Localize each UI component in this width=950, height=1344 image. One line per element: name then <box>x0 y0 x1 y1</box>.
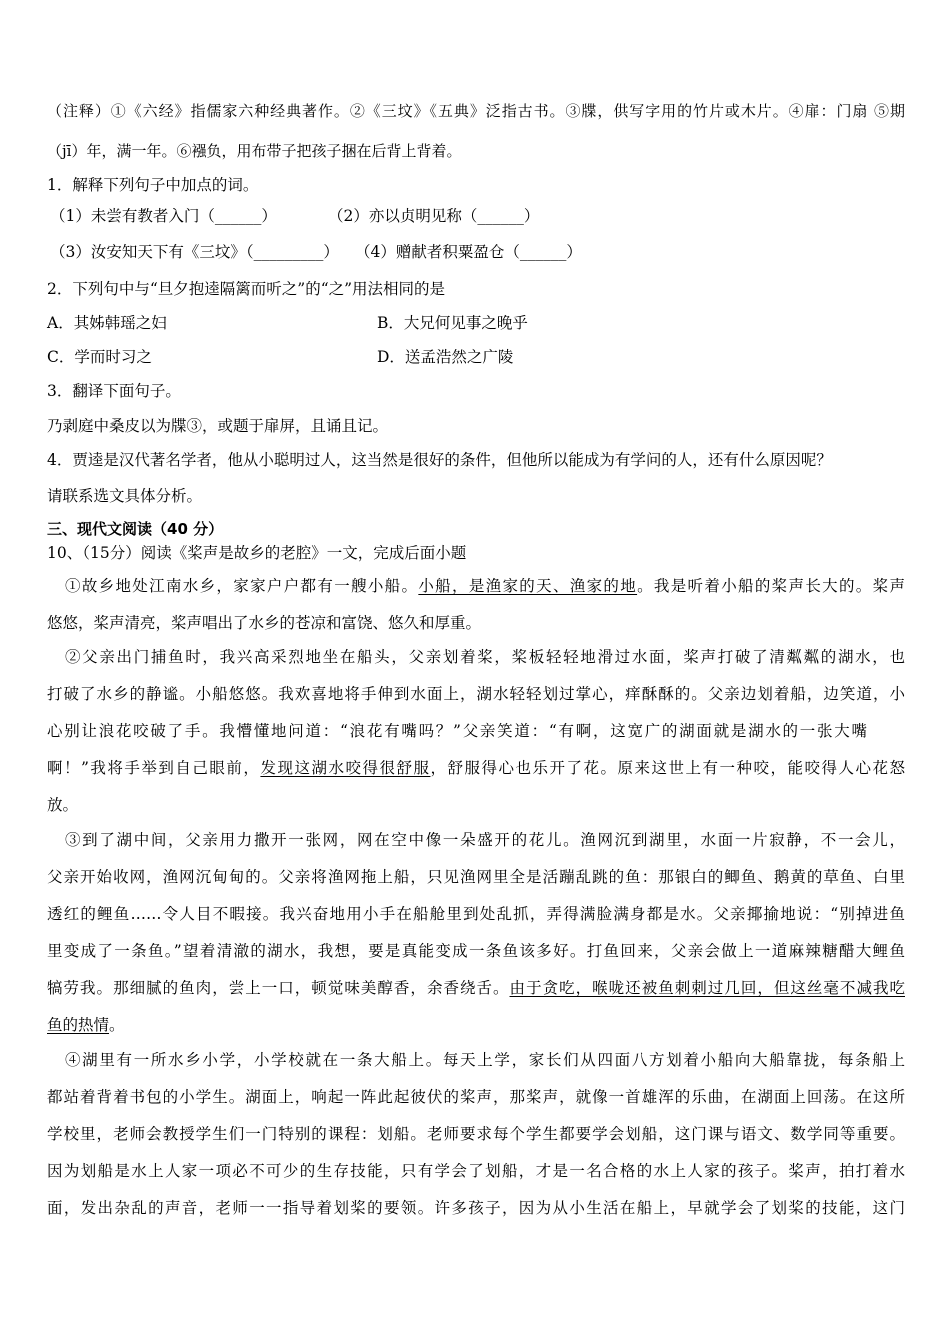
paragraph-2-line-5: 放。 <box>47 796 79 814</box>
paragraph-2-line-3: 心别让浪花咬破了手。我懵懂地问道：“浪花有嘴吗？”父亲笑道：“有啊，这宽广的湖面就是湖水的一张大嘴 <box>47 722 867 740</box>
paragraph-3-line-1: ③到了湖中间，父亲用力撒开一张网，网在空中像一朵盛开的花儿。渔网沉到湖里，水面一片寂静，不一会儿， <box>65 831 905 849</box>
question-1-item-1: （1）未尝有教者入门（______） <box>50 207 277 225</box>
question-2-option-b: B．大兄何见事之晚乎 <box>377 314 528 332</box>
question-4-line-1: 4．贾逵是汉代著名学者，他从小聪明过人，这当然是很好的条件，但他所以能成为有学问的人，还有什么原因呢？ <box>47 451 832 469</box>
paragraph-4-line-4: 因为划船是水上人家一项必不可少的生存技能，只有学会了划船，才是一名合格的水上人家的孩子。桨声，拍打着水 <box>47 1162 905 1180</box>
footnote-line-2: （jī）年，满一年。⑥襁负，用布带子把孩子捆在后背上背着。 <box>47 142 462 160</box>
paragraph-1-line-2: 悠悠，桨声清亮，桨声唱出了水乡的苍凉和富饶、悠久和厚重。 <box>47 614 482 632</box>
paragraph-1-line-1: ①故乡地处江南水乡，家家户户都有一艘小船。小船，是渔家的天、渔家的地。我是听着小船的桨声长大的。桨声 <box>65 577 905 595</box>
question-2-stem: 2．下列句中与“旦夕抱逵隔篱而听之”的“之”用法相同的是 <box>47 280 446 298</box>
paragraph-4-line-1: ④湖里有一所水乡小学，小学校就在一条大船上。每天上学，家长们从四面八方划着小船向大船靠拢，每条船上 <box>65 1051 905 1069</box>
question-2-option-c: C．学而时习之 <box>47 348 152 366</box>
paragraph-3-line-3: 透红的鲤鱼……令人目不暇接。我兴奋地用小手在船舱里到处乱抓，弄得满脸满身都是水。父亲揶揄地说：“别掉进鱼 <box>47 905 905 923</box>
paragraph-2-line-4: 啊！”我将手举到自己眼前，发现这湖水咬得很舒服，舒服得心也乐开了花。原来这世上有一种咬，能咬得人心花怒 <box>47 759 905 777</box>
question-3-sentence: 乃剥庭中桑皮以为牒③，或题于扉屏，且诵且记。 <box>47 417 389 435</box>
question-1-item-2: （2）亦以贞明见称（______） <box>328 207 540 225</box>
paragraph-4-line-5: 面，发出杂乱的声音，老师一一指导着划桨的要领。许多孩子，因为从小生活在船上，早就学会了划桨的技能，这门 <box>47 1199 905 1217</box>
section-3-title: 三、现代文阅读（40 分） <box>47 520 224 538</box>
paragraph-3-line-2: 父亲开始收网，渔网沉甸甸的。父亲将渔网拖上船，只见渔网里全是活蹦乱跳的鱼：那银白的鲫鱼、鹅黄的草鱼、白里 <box>47 868 905 886</box>
question-1-item-4: （4）赠献者积粟盈仓（______） <box>355 243 582 261</box>
paragraph-3-line-5: 犒劳我。那细腻的鱼肉，尝上一口，顿觉味美醇香，余香绕舌。由于贪吃，喉咙还被鱼刺刺过几回，但这丝毫不减我吃 <box>47 979 905 997</box>
underlined-phrase: 发现这湖水咬得很舒服 <box>260 759 431 777</box>
question-10-stem: 10、（15分）阅读《桨声是故乡的老腔》一文，完成后面小题 <box>47 544 467 562</box>
paragraph-3-line-4: 里变成了一条鱼。”望着清澈的湖水，我想，要是真能变成一条鱼该多好。打鱼回来，父亲会做上一道麻辣糖醋大鲤鱼 <box>47 942 905 960</box>
question-2-option-a: A．其姊韩瑶之妇 <box>47 314 167 332</box>
paragraph-2-line-2: 打破了水乡的静谧。小船悠悠。我欢喜地将手伸到水面上，湖水轻轻划过掌心，痒酥酥的。父亲边划着船，边笑道，小 <box>47 685 905 703</box>
underlined-phrase: 小船，是渔家的天、渔家的地 <box>418 577 638 595</box>
underlined-sentence: 由于贪吃，喉咙还被鱼刺刺过几回，但这丝毫不减我吃 <box>509 979 905 997</box>
paragraph-4-line-2: 都站着背着书包的小学生。湖面上，响起一阵此起彼伏的桨声，那桨声，就像一首雄浑的乐曲，在湖面上回荡。在这所 <box>47 1088 905 1106</box>
paragraph-2-line-1: ②父亲出门捕鱼时，我兴高采烈地坐在船头，父亲划着桨，桨板轻轻地滑过水面，桨声打破了清粼粼的湖水，也 <box>65 648 905 666</box>
question-1-stem: 1．解释下列句子中加点的词。 <box>47 176 259 194</box>
paragraph-4-line-3: 学校里，老师会教授学生们一门特别的课程：划船。老师要求每个学生都要学会划船，这门课与语文、数学同等重要。 <box>47 1125 905 1143</box>
question-4-line-2: 请联系选文具体分析。 <box>47 487 203 505</box>
question-1-item-3: （3）汝安知天下有《三坟》（_________） <box>50 243 339 261</box>
underlined-sentence-end: 鱼的热情 <box>47 1016 110 1034</box>
question-2-option-d: D．送孟浩然之广陵 <box>377 348 514 366</box>
footnote-line-1: （注释）①《六经》指儒家六种经典著作。②《三坟》《五典》泛指古书。③牒，供写字用的竹片或木片。④扉：门扇 ⑤期 <box>47 102 905 120</box>
question-3-stem: 3．翻译下面句子。 <box>47 382 181 400</box>
paragraph-3-line-6: 鱼的热情。 <box>47 1016 125 1034</box>
